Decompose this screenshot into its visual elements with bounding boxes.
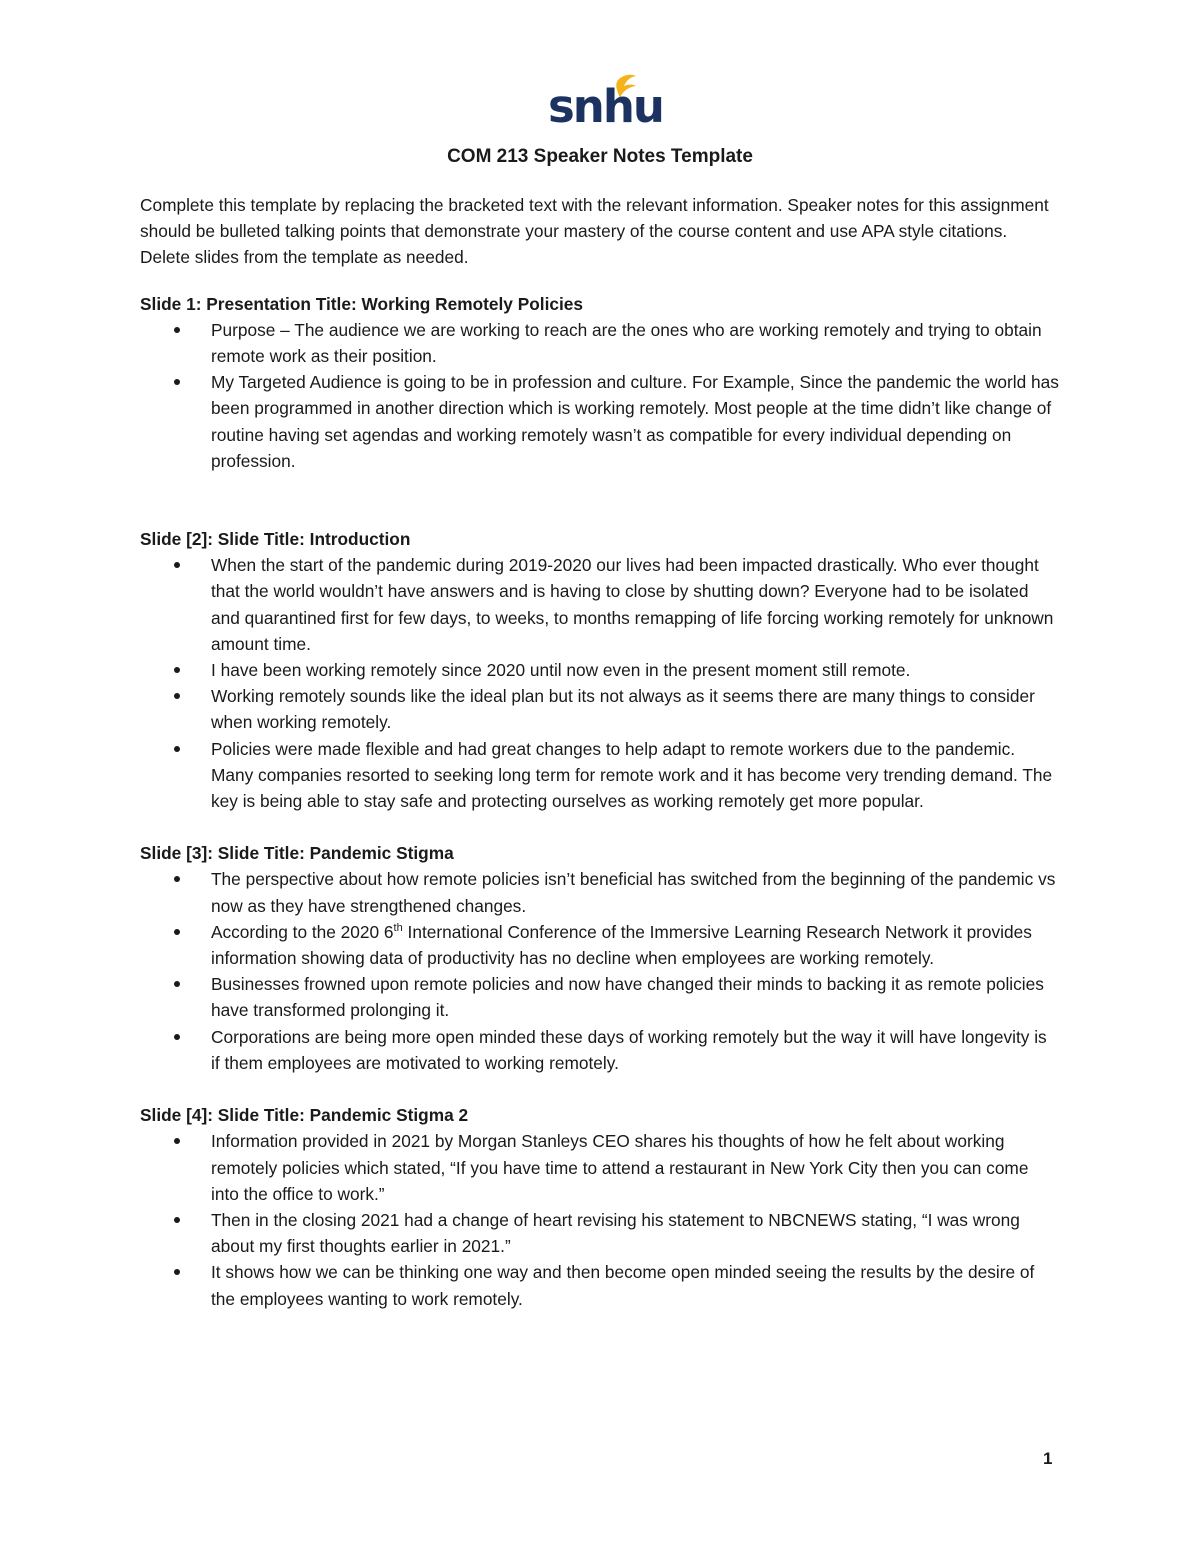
bullet-text: The perspective about how remote policies isn’t beneficial has switched from the beginning of the pandemic vs now as they have strengthened changes. [211, 869, 1056, 916]
bullet-text: According to the 2020 6 [211, 921, 394, 942]
bullet-icon [174, 667, 180, 673]
bullet-text: I have been working remotely since 2020 until now even in the present moment still remote. [211, 660, 911, 681]
spacer [140, 814, 1060, 840]
bullet-icon [174, 981, 180, 987]
document-title: COM 213 Speaker Notes Template [447, 146, 753, 167]
slide-4-section [140, 1102, 1060, 1312]
list-item [140, 866, 1060, 918]
list-item [140, 657, 1060, 683]
bullet-icon [174, 1217, 180, 1223]
list-item [140, 1259, 1060, 1311]
logo-text: snhu [548, 80, 663, 133]
list-item [140, 1024, 1060, 1076]
bullet-icon [174, 1269, 180, 1275]
slide-heading: Slide 1: Presentation Title: Working Remotely Policies [140, 293, 584, 314]
bullet-text: Then in the closing 2021 had a change of heart revising his statement to NBCNEWS stating, “I was wrong about my first thoughts earlier in 2021.” [211, 1209, 1020, 1257]
list-item [140, 1128, 1060, 1207]
list-item [140, 919, 1060, 971]
bullet-icon [174, 929, 180, 935]
bullet-icon [174, 876, 180, 882]
bullet-text: Corporations are being more open minded these days of working remotely but the way it will have longevity is if them employees are motivated to working remotely. [211, 1026, 1047, 1073]
bullet-text: Purpose – The audience we are working to reach are the ones who are working remotely and trying to obtain remote work as their position. [211, 319, 1042, 367]
bullet-icon [174, 1034, 180, 1040]
list-item [140, 971, 1060, 1023]
bullet-text: Information provided in 2021 by Morgan Stanleys CEO shares his thoughts of how he felt about working remotely policies which stated, “If you have time to attend a restaurant in New York City then you can come into the office to work.” [211, 1131, 1029, 1204]
spacer [140, 1076, 1060, 1102]
bullet-list [140, 317, 1060, 474]
slide-1-section [140, 291, 1060, 474]
intro-paragraph: Complete this template by replacing the bracketed text with the relevant information. Speaker notes for this assignment should be bulleted talking points that demonstrate your mastery of the course content and use APA style citations. Delete slides from the template as needed. [140, 195, 1049, 268]
bullet-icon [174, 693, 180, 699]
bullet-list [140, 552, 1060, 814]
slide-heading: Slide [4]: Slide Title: Pandemic Stigma 2 [140, 1105, 469, 1126]
list-item [140, 1207, 1060, 1259]
bullet-icon [174, 327, 180, 333]
list-item [140, 683, 1060, 735]
bullet-text: When the start of the pandemic during 2019-2020 our lives had been impacted drastically. Who ever thought that the world wouldn’t have answers and is having to close by shutting down? Everyone had to be isolated and quarantined first for few days, to weeks, to months remapping of life forcing working remotely for unknown amount time. [211, 555, 1054, 654]
slide-heading: Slide [3]: Slide Title: Pandemic Stigma [140, 843, 454, 864]
spacer [140, 474, 1060, 526]
page-number: 1 [1043, 1449, 1053, 1468]
bullet-text: Working remotely sounds like the ideal plan but its not always as it seems there are many things to consider when working remotely. [211, 686, 1035, 733]
list-item [140, 736, 1060, 815]
slide-2-section [140, 526, 1060, 814]
bullet-icon [174, 1138, 180, 1144]
bullet-icon [174, 746, 180, 752]
list-item [140, 552, 1060, 657]
slide-heading: Slide [2]: Slide Title: Introduction [140, 529, 411, 550]
snhu-logo [548, 72, 663, 134]
ordinal-superscript: th [393, 922, 403, 935]
bullet-icon [174, 379, 180, 385]
bullet-text: My Targeted Audience is going to be in profession and culture. For Example, Since the pandemic the world has been programmed in another direction which is working remotely. Most people at the time didn’t like change of routine having set agendas and working remotely wasn’t as compatible for every individual depending on profession. [211, 372, 1059, 471]
bullet-icon [174, 562, 180, 568]
list-item [140, 317, 1060, 369]
bullet-text-continued: International Conference of the Immersive Learning Research Network it provides information showing data of productivity has no decline when employees are working remotely. [211, 921, 1032, 969]
bullet-text: Businesses frowned upon remote policies and now have changed their minds to backing it as remote policies have transformed prolonging it. [211, 974, 1044, 1021]
bullet-list [140, 1128, 1060, 1311]
bullet-text: Policies were made flexible and had great changes to help adapt to remote workers due to the pandemic. Many companies resorted to seeking long term for remote work and it has become very trending demand. The key is being able to stay safe and protecting ourselves as working remotely get more popular. [211, 738, 1053, 812]
slide-3-section [140, 840, 1060, 1076]
bullet-list [140, 866, 1060, 1076]
list-item [140, 369, 1060, 474]
document-body [140, 192, 1060, 1312]
bullet-text: It shows how we can be thinking one way and then become open minded seeing the results by the desire of the employees wanting to work remotely. [211, 1262, 1035, 1309]
